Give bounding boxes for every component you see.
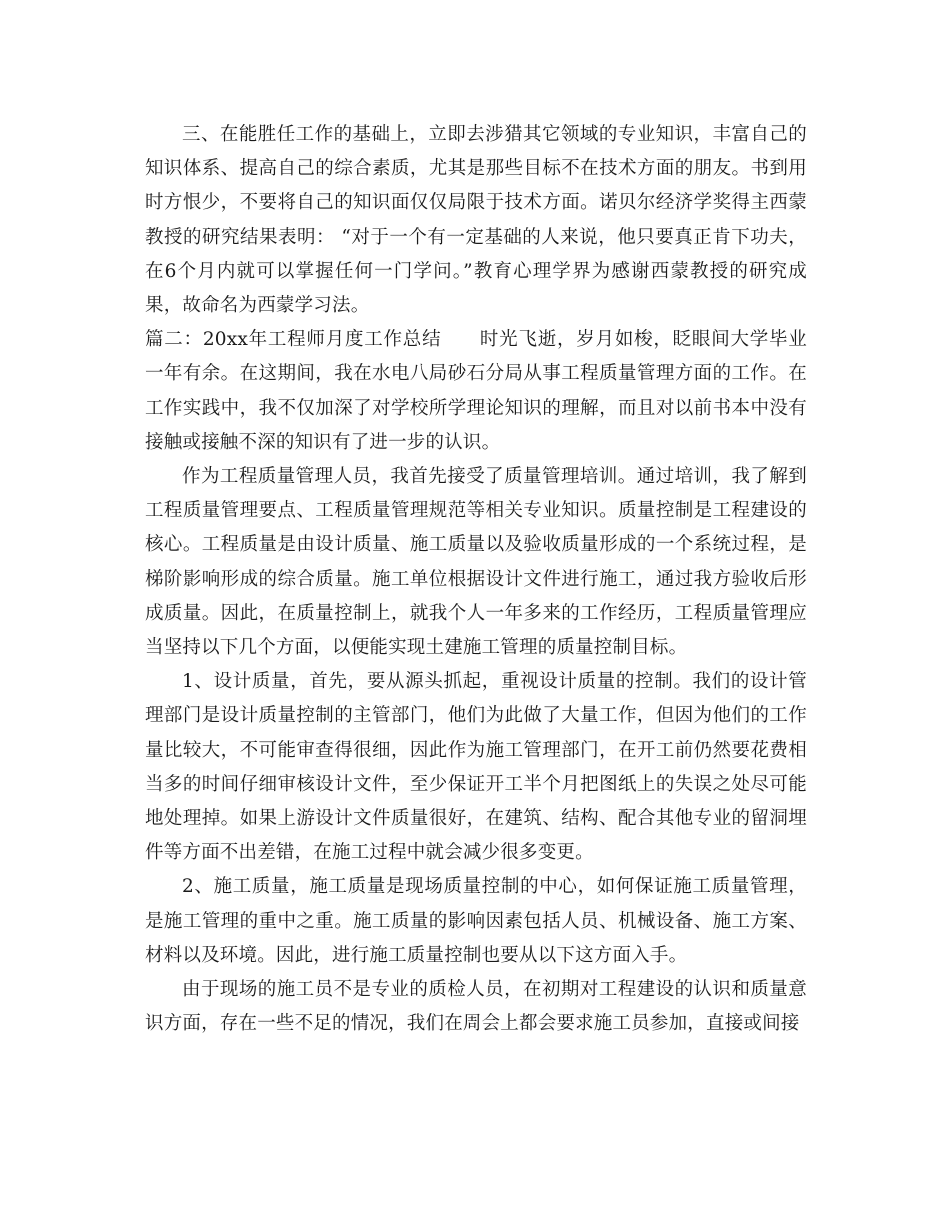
document-body (145, 118, 807, 1041)
paragraph-construction-quality: 2、施工质量，施工质量是现场质量控制的中心，如何保证施工质量管理，是施工管理的重中之重。施工质量的影响因素包括人员、机械设备、施工方案、材料以及环境。因此，进行施工质量控制也要从以下这方面入手。 (145, 876, 807, 966)
paragraph-quality-training: 作为工程质量管理人员，我首先接受了质量管理培训。通过培训，我了解到工程质量管理要点、工程质量管理规范等相关专业知识。质量控制是工程建设的核心。工程质量是由设计质量、施工质量以及验收质量形成的一个系统过程，是梯阶影响形成的综合质量。施工单位根据设计文件进行施工，通过我方验收后形成质量。因此，在质量控制上，就我个人一年多来的工作经历，工程质量管理应当坚持以下几个方面，以便能实现土建施工管理的质量控制目标。 (145, 466, 807, 659)
paragraph-part-two-intro: 篇二：20xx年工程师月度工作总结 时光飞逝，岁月如梭，眨眼间大学毕业一年有余。在这期间，我在水电八局砂石分局从事工程质量管理方面的工作。在工作实践中，我不仅加深了对学校所学理论知识的理解，而且对以前书本中没有接触或接触不深的知识有了进一步的认识。 (145, 329, 807, 453)
paragraph-design-quality: 1、设计质量，首先，要从源头抓起，重视设计质量的控制。我们的设计管理部门是设计质量控制的主管部门，他们为此做了大量工作，但因为他们的工作量比较大，不可能审查得很细，因此作为施工管理部门，在开工前仍然要花费相当多的时间仔细审核设计文件，至少保证开工半个月把图纸上的失误之处尽可能地处理掉。如果上游设计文件质量很好，在建筑、结构、配合其他专业的留洞埋件等方面不出差错，在施工过程中就会减少很多变更。 (145, 671, 807, 864)
paragraph-site-staff: 由于现场的施工员不是专业的质检人员，在初期对工程建设的认识和质量意识方面，存在一些不足的情况，我们在周会上都会要求施工员参加，直接或间接 (145, 979, 807, 1035)
paragraph-section-three: 三、在能胜任工作的基础上，立即去涉猎其它领域的专业知识，丰富自己的知识体系、提高自己的综合素质，尤其是那些目标不在技术方面的朋友。书到用时方恨少，不要将自己的知识面仅仅局限于技术方面。诺贝尔经济学奖得主西蒙教授的研究结果表明： “对于一个有一定基础的人来说，他只要真正肯下功夫，在6个月内就可以掌握任何一门学问。”教育心理学界为感谢西蒙教授的研究成果，故命名为西蒙学习法。 (145, 124, 807, 317)
